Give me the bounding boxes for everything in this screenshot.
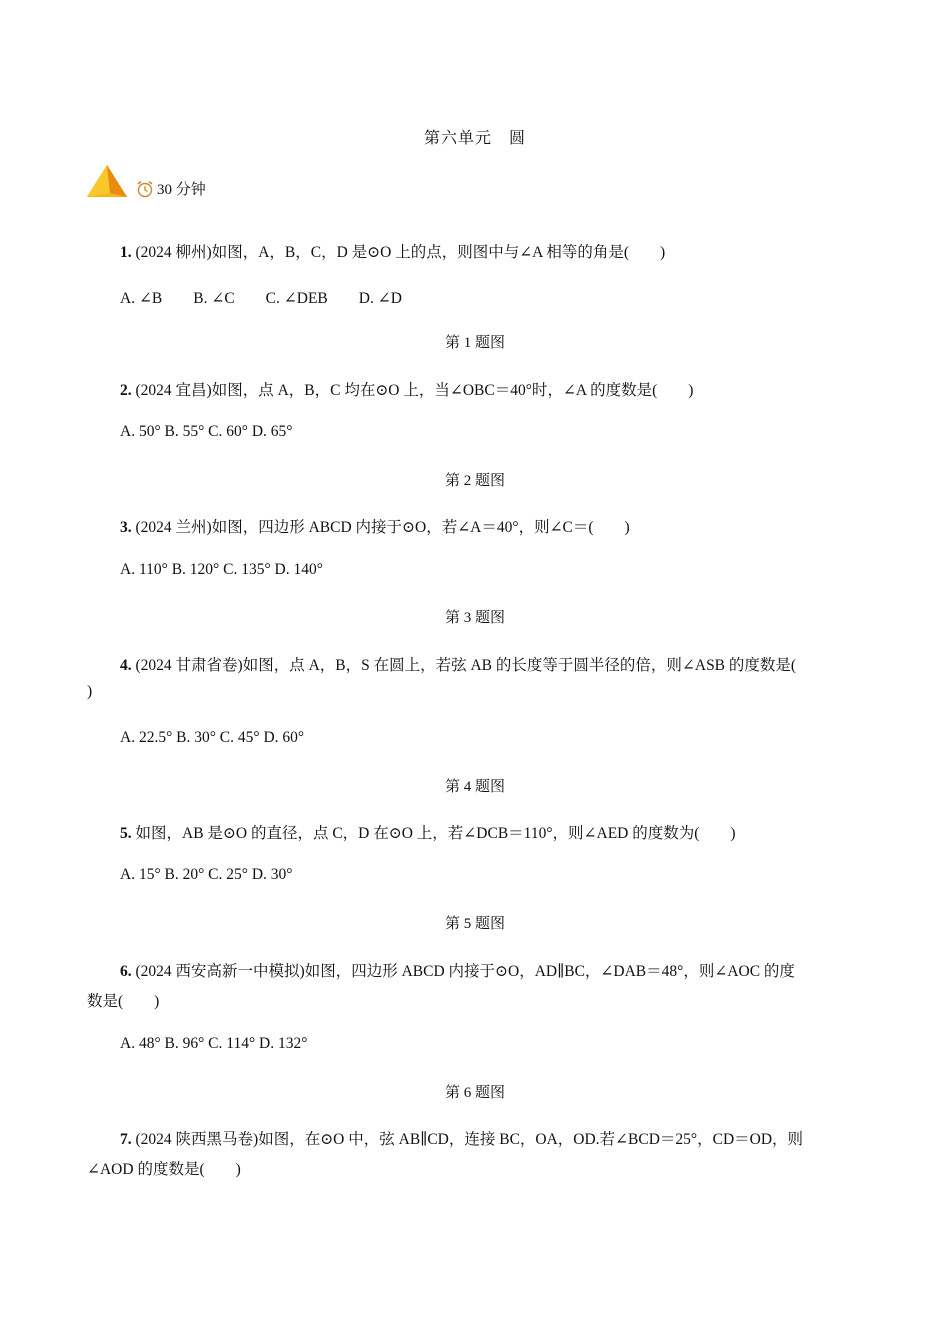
question-5-text: 如图，AB 是⊙O 的直径，点 C，D 在⊙O 上，若∠DCB＝110°，则∠AED 的度数为( ) <box>135 825 736 842</box>
question-1-text: (2024 柳州)如图，A，B，C，D 是⊙O 上的点，则图中与∠A 相等的角是( ) <box>135 244 666 261</box>
question-2-options: A. 50° B. 55° C. 60° D. 65° <box>120 423 293 440</box>
page-title: 第六单元 圆 <box>423 130 526 147</box>
figure-caption-4: 第 4 题图 <box>444 779 505 795</box>
question-7-text: (2024 陕西黑马卷)如图，在⊙O 中，弦 AB∥CD，连接 BC，OA，OD.若∠BCD＝25°，CD＝OD，则 <box>135 1131 804 1148</box>
timer <box>135 178 206 199</box>
question-3-options: A. 110° B. 120° C. 135° D. 140° <box>120 561 323 578</box>
question-1-options: A. ∠B B. ∠C C. ∠DEB D. ∠D <box>120 290 402 307</box>
question-5-options: A. 15° B. 20° C. 25° D. 30° <box>120 866 293 883</box>
question-4-continued: ) <box>87 683 93 700</box>
alarm-clock-icon <box>135 179 155 199</box>
figure-caption-2: 第 2 题图 <box>444 473 505 489</box>
question-2-text: (2024 宜昌)如图，点 A，B，C 均在⊙O 上，当∠OBC＝40°时，∠A 的度数是( ) <box>135 382 694 399</box>
pyramid-icon <box>86 164 128 198</box>
figure-caption-5: 第 5 题图 <box>444 916 505 932</box>
question-3: 3. (2024 兰州)如图，四边形 ABCD 内接于⊙O，若∠A＝40°，则∠C＝( ) <box>120 519 630 536</box>
question-6-continued: 数是( ) <box>87 993 160 1010</box>
figure-caption-3: 第 3 题图 <box>444 610 505 626</box>
figure-caption-1: 第 1 题图 <box>444 335 505 351</box>
question-4-options: A. 22.5° B. 30° C. 45° D. 60° <box>120 729 305 746</box>
question-4-text: (2024 甘肃省卷)如图，点 A，B，S 在圆上，若弦 AB 的长度等于圆半径的倍，则∠ASB 的度数是( <box>135 657 797 674</box>
question-7-continued: ∠AOD 的度数是( ) <box>87 1161 241 1178</box>
question-1: 1. (2024 柳州)如图，A，B，C，D 是⊙O 上的点，则图中与∠A 相等的角是( ) <box>120 244 666 261</box>
question-7: 7. (2024 陕西黑马卷)如图，在⊙O 中，弦 AB∥CD，连接 BC，OA，OD.若∠BCD＝25°，CD＝OD，则 <box>120 1131 804 1148</box>
figure-caption-6: 第 6 题图 <box>444 1085 505 1101</box>
question-5: 5. 如图，AB 是⊙O 的直径，点 C，D 在⊙O 上，若∠DCB＝110°，则∠AED 的度数为( ) <box>120 825 736 842</box>
question-2: 2. (2024 宜昌)如图，点 A，B，C 均在⊙O 上，当∠OBC＝40°时，∠A 的度数是( ) <box>120 382 694 399</box>
question-6-options: A. 48° B. 96° C. 114° D. 132° <box>120 1035 308 1052</box>
question-6: 6. (2024 西安高新一中模拟)如图，四边形 ABCD 内接于⊙O，AD∥BC，∠DAB＝48°，则∠AOC 的度 <box>120 963 795 980</box>
question-4: 4. (2024 甘肃省卷)如图，点 A，B，S 在圆上，若弦 AB 的长度等于圆半径的倍，则∠ASB 的度数是( <box>120 657 797 674</box>
question-3-text: (2024 兰州)如图，四边形 ABCD 内接于⊙O，若∠A＝40°，则∠C＝( ) <box>135 519 630 536</box>
timer-text: 30 分钟 <box>157 182 206 198</box>
question-6-text: (2024 西安高新一中模拟)如图，四边形 ABCD 内接于⊙O，AD∥BC，∠DAB＝48°，则∠AOC 的度 <box>135 963 795 980</box>
